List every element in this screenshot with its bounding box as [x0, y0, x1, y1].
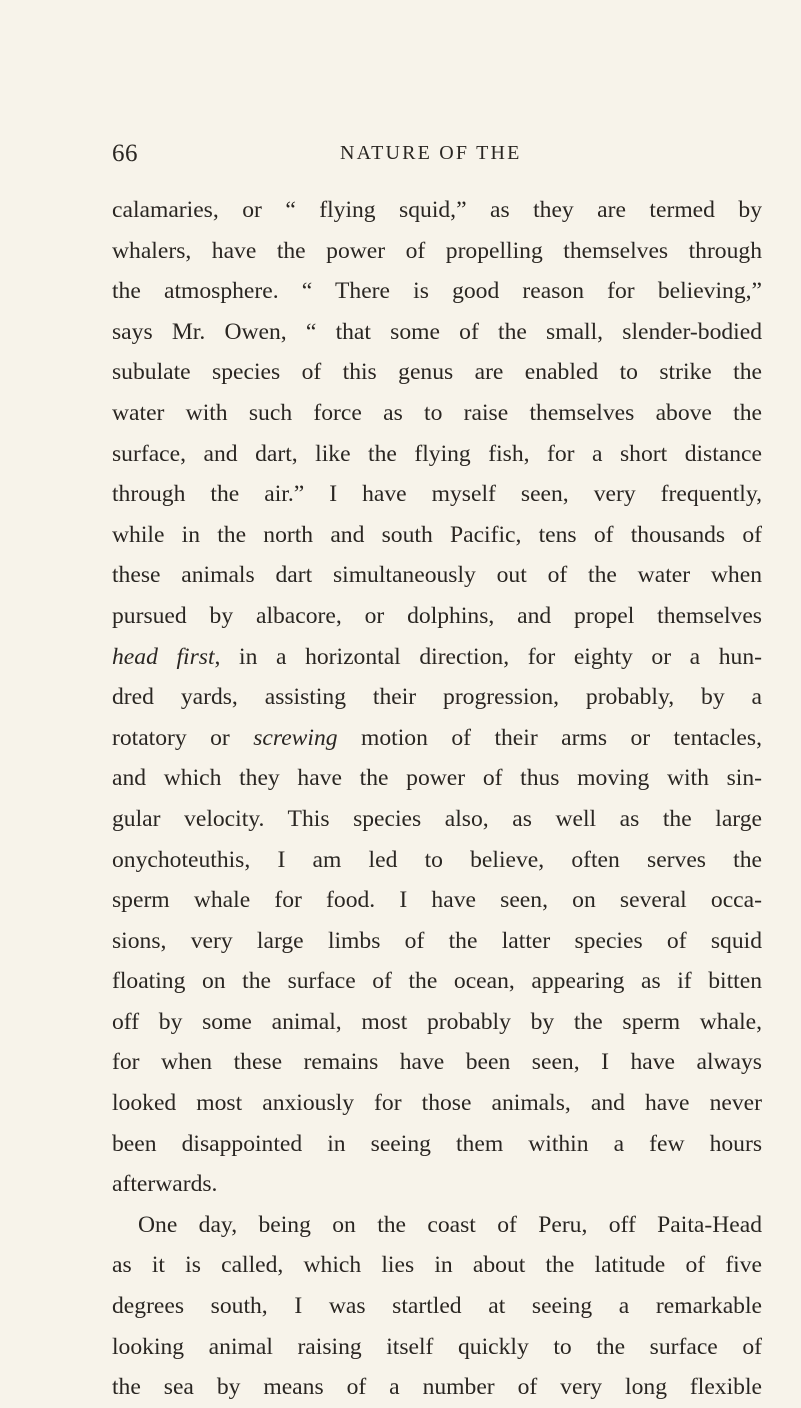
text-line	[112, 596, 762, 637]
text-segment: these animals dart simultaneously out of the water when	[112, 562, 762, 589]
text-line	[112, 840, 762, 881]
italic-text: screwing	[253, 724, 338, 751]
body-text	[112, 190, 762, 1408]
text-segment: through the air.” I have myself seen, very frequently,	[112, 481, 762, 508]
text-segment: motion of their arms or tentacles,	[337, 724, 762, 751]
text-line	[112, 921, 762, 962]
text-segment: degrees south, I was startled at seeing a remarkable	[112, 1293, 762, 1320]
text-segment: sperm whale for food. I have seen, on several occa-	[112, 887, 762, 914]
text-line	[112, 231, 762, 272]
text-segment: onychoteuthis, I am led to believe, often serves the	[112, 846, 762, 873]
text-segment: as it is called, which lies in about the latitude of five	[112, 1252, 762, 1279]
text-line	[112, 637, 762, 678]
text-segment: afterwards.	[112, 1171, 218, 1198]
text-segment: subulate species of this genus are enabled to strike the	[112, 359, 762, 386]
text-segment: gular velocity. This species also, as well as the large	[112, 805, 762, 832]
text-segment: sions, very large limbs of the latter species of squid	[112, 927, 762, 954]
text-line	[112, 271, 762, 312]
text-line	[112, 474, 762, 515]
text-line	[112, 718, 762, 759]
text-line	[112, 1205, 762, 1246]
text-segment: says Mr. Owen, “ that some of the small, slender-bodied	[112, 318, 762, 345]
text-line	[112, 190, 762, 231]
text-line	[112, 1124, 762, 1165]
text-segment: pursued by albacore, or dolphins, and propel themselves	[112, 602, 762, 629]
text-segment: surface, and dart, like the flying fish, for a short distance	[112, 440, 762, 467]
text-segment: floating on the surface of the ocean, appearing as if bitten	[112, 968, 762, 995]
text-line	[112, 758, 762, 799]
text-segment: looking animal raising itself quickly to the surface of	[112, 1333, 762, 1360]
text-segment: One day, being on the coast of Peru, off Paita-Head	[138, 1211, 762, 1238]
text-segment: been disappointed in seeing them within a few hours	[112, 1130, 762, 1157]
text-segment: , in a horizontal direction, for eighty or a hun-	[214, 643, 763, 670]
text-segment: the atmosphere. “ There is good reason for believing,”	[112, 278, 762, 305]
text-segment: water with such force as to raise themselves above the	[112, 399, 762, 426]
text-line	[112, 1327, 762, 1368]
text-line	[112, 1367, 762, 1408]
running-header	[112, 140, 752, 170]
text-line	[112, 1083, 762, 1124]
text-segment: the sea by means of a number of very long flexible	[112, 1374, 762, 1401]
text-line	[112, 555, 762, 596]
text-line	[112, 1164, 762, 1205]
text-line	[112, 434, 762, 475]
text-line	[112, 312, 762, 353]
text-segment: and which they have the power of thus moving with sin-	[112, 765, 762, 792]
text-line	[112, 961, 762, 1002]
text-line	[112, 352, 762, 393]
text-line	[112, 515, 762, 556]
text-segment: while in the north and south Pacific, tens of thousands of	[112, 521, 762, 548]
text-line	[112, 1245, 762, 1286]
italic-text: head first	[112, 643, 215, 670]
running-title: NATURE OF THE	[340, 142, 522, 164]
text-segment: rotatory or	[112, 724, 254, 751]
page-number: 66	[112, 140, 138, 167]
text-line	[112, 1286, 762, 1327]
text-line	[112, 799, 762, 840]
text-line	[112, 1042, 762, 1083]
text-line	[112, 880, 762, 921]
text-segment: whalers, have the power of propelling themselves through	[112, 237, 762, 264]
text-line	[112, 1002, 762, 1043]
text-line	[112, 677, 762, 718]
text-segment: looked most anxiously for those animals, and have never	[112, 1090, 762, 1117]
text-segment: dred yards, assisting their progression, probably, by a	[112, 684, 762, 711]
text-segment: off by some animal, most probably by the sperm whale,	[112, 1008, 762, 1035]
text-segment: calamaries, or “ flying squid,” as they are termed by	[112, 197, 762, 223]
text-segment: for when these remains have been seen, I have always	[112, 1049, 762, 1076]
text-line	[112, 393, 762, 434]
